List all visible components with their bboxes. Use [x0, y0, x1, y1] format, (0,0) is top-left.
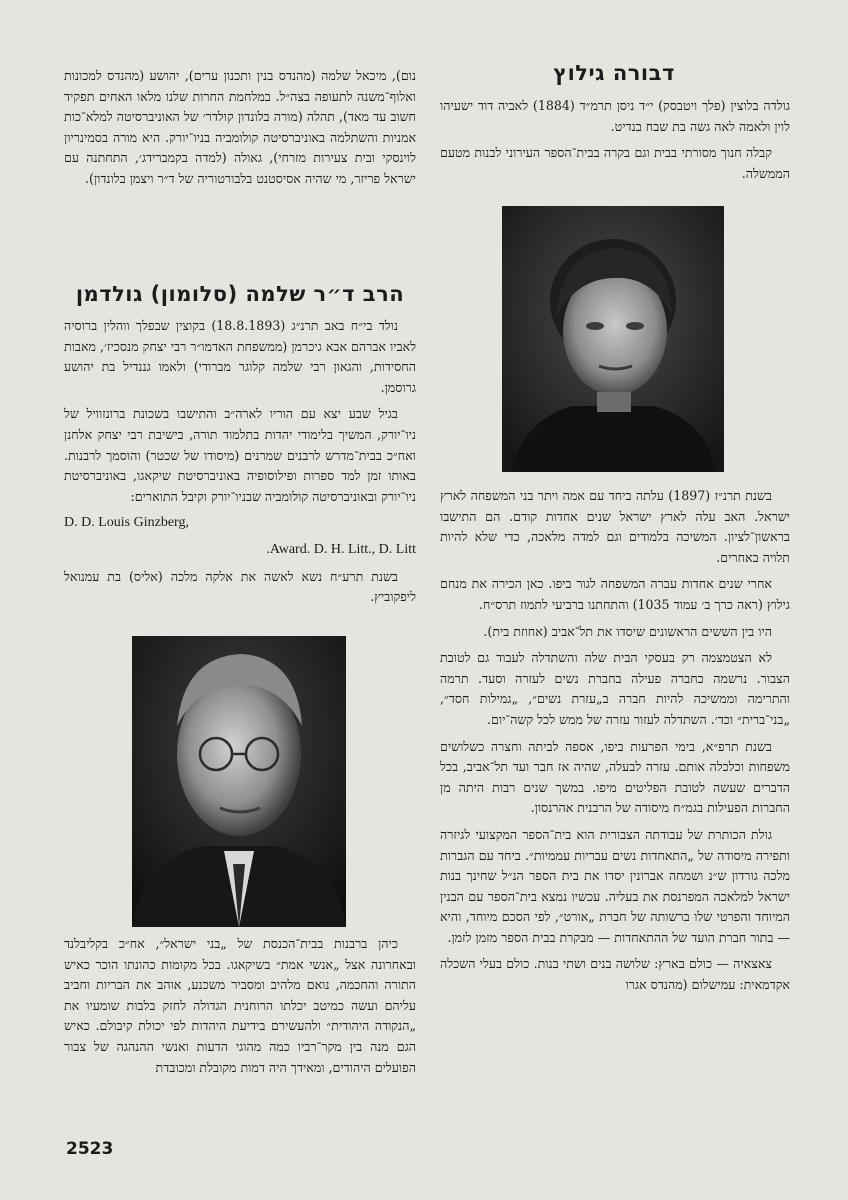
dvora-body-column: [440, 486, 790, 1002]
goldman-paragraph-2: בגיל שבע יצא עם הוריו לארה״ב והתישבו בשכונת ברונזוויל של ניו־יורק, המשיך בלימודי יהדות בתלמוד תורה, בישיבת רבי יצחק אלחנן ואח״כ בבית־מדרש לרבנים שמרנים (מיסודו של שכטר) והוסמך לרבנות. באותו זמן למד ספרות ופילוסופיה באוניברסיטת שיקאגו, באוניברסיטת ניו־יורק ובאוניברסיטה קולומביה שבניו־יורק וקיבל התוארים:: [64, 406, 416, 504]
goldman-portrait-photo: [132, 636, 346, 927]
woman-portrait-image: [502, 206, 724, 472]
dvora-paragraph-2: קבלה חנוך מסורתי בבית וגם בקרה בבית־הספר העירוני לבנות מטעם הממשלה.: [440, 145, 790, 181]
goldman-degree-line-2: .Award. D. H. Litt., D. Litt: [266, 541, 416, 557]
continuation-column: [64, 66, 416, 196]
goldman-paragraph-3: בשנת תרע״ח נשא לאשה את אלקה מלכה (אליס) בת עמנואל ליפקוביץ.: [64, 568, 416, 605]
dvora-paragraph-7: בשנת תרפ״א, בימי הפרעות ביפו, אספה לביתה וחצרה כשלושים משפחות וכלכלה אותם. עזרה לבעלה, שהיה אז חבר ועד תל־אביב, בכל הדברים שעשה לטובת הפליטים מיפו. במשך שנים רבות היתה מן החברות הפעילות בגמ״ח מיסודה של הרבנית אהרנסון.: [440, 738, 790, 816]
man-portrait-image: [132, 636, 346, 927]
dvora-paragraph-8: גולת הכותרת של עבודתה הצבורית הוא בית־הספר המקצועי לגיזרה ותפירה מיסודה של „התאחדות נשים עבריות עממיות״. ביחד עם הגברות מלכה גורדון ש״נ ושמחה אברונין יסדו את בית הספר הנ״ל שחינך בנות ישראל למלאכה המפרנסת את בעליה. עכשיו נמצא בית־הספר עם הבנין המיוחד והפרטי שלו ברשותה של חברת „אורט״, לפי הסכם מיוחד, והיא — בתור חברת הועד של ההתאחדות — מבקרת בבית הספר מזמן לזמן.: [440, 826, 790, 945]
dvora-paragraph-1: גולדה בלוצין (פלך ויטבסק) י״ד ניסן תרמ״ד (1884) לאביה דוד ישעיהו לוין ולאמה לאה גשה בת שבח בנדיט.: [440, 98, 790, 134]
goldman-degree-line-1: D. D. Louis Ginzberg,: [64, 515, 189, 531]
continuation-paragraph: נום), מיכאל שלמה (מהנדס בנין ותכנון ערים), יהושע (מהנדס למכונות ואלוף־משנה לתעופה בצה״ל. במלחמת החרות שלנו מלאו האחים תפקיד חשוב עד מאד), תהלה (מורה בלונדון קולדר׳ של האוניברסיטה למלא־כות אמניות והשתלמה באוניברסיטה קולומביה בניו־יורק. היא מורה בסמינריון לוינסקי ובית צעירות מזרחי), גאולה (למדה בקמברידג׳, התחתנה עם ישראל פריזר, מי שהיה אסיסטנט בלבורטוריה של ד״ר ויצמן בלונדון).: [64, 68, 416, 186]
dvora-paragraph-4: אחרי שנים אחדות עברה המשפחה לגור ביפו. כאן הכירה את מנחם גילוץ (ראה כרך ב׳ עמוד 1035) והתחתנו ברביעי לתמוז תרס״ח.: [440, 576, 790, 612]
dvora-paragraph-6: לא הצטמצמה רק בעסקי הבית שלה והשתדלה לעבוד גם לטובת הצבור. נרשמה כחברה פעילה בחברת נשים לעזרה וסעד. תרמה והתרימה וממשיכה להיות חברה ב„עזרת נשים״, „גמילות חסד״, „בני־ברית״ וכד׳. השתדלה לעזור עזרה של ממש לכל קשה־יום.: [440, 650, 790, 727]
dvora-paragraph-9: צאצאיה — כולם בארץ: שלושה בנים ושתי בנות. כולם בעלי השכלה אקדמאית: עמישלום (מהנדס אגרו: [440, 956, 790, 993]
dvora-intro-column: [440, 96, 790, 190]
goldman-paragraph-1: נולד בי״ח באב תרנ״ג (18.8.1893) בקוצין שבפלך ווהלין ברוסיה לאביו אברהם אבא גיכרמן (ממשפחת האדמו״ר רבי יצחק מנסכיז׳, מאבות החסידות, והגאון רבי שלמה קלוגר מברודי) ולאמו גננדיל בת יהושע גרוסמן.: [64, 318, 416, 395]
goldman-body-column: [64, 934, 416, 1084]
dvora-paragraph-3: בשנת תרנ״ז (1897) עלתה ביחד עם אמה ויתר בני המשפחה לארץ ישראל. האב עלה לארץ ישראל שנים אחדות קודם. הם התישבו בראשון־לציון. המשיכה בלמודים וגם למדה מלאכה, כדי שלא להיות תלויה באחרים.: [440, 488, 790, 565]
dvora-portrait-photo: [502, 206, 724, 472]
page-number: 2523: [66, 1139, 114, 1159]
section-title-goldman: הרב ד״ר שלמה (סלומון) גולדמן: [75, 282, 405, 306]
section-title-dvora: דבורה גילוץ: [553, 61, 675, 85]
goldman-paragraph-4: כיהן ברבנות בבית־הכנסת של „בני ישראל״, אח״כ בקליבלנד ובאחרונה אצל „אנשי אמת״ בשיקאגו. בכל מקומות כהונתו הוכר כאיש התורה והחכמה, נואם מלהיב ומסביר משכנע, אוהב את הבריות וחביב עליהם ועשה כמיטב יכלתו הרוחנית הגדולה לחזק בלבות שומעיו את „הנקודה היהודית״ ולהעשירם בידיעת היהדות לפי יכולת קיבולם. כאיש הגם מנה בין מקר־רביו כמה מהוגי הדעות ואנשי ההנהגה של צבור הפועלים היהודים, ומאידך היה דמות מקובלת ומכובדת: [64, 936, 416, 1075]
dvora-paragraph-5: היו בין הששים הראשונים שיסדו את תל־אביב (אחוזת בית).: [483, 623, 772, 639]
goldman-intro-column: [64, 316, 416, 614]
